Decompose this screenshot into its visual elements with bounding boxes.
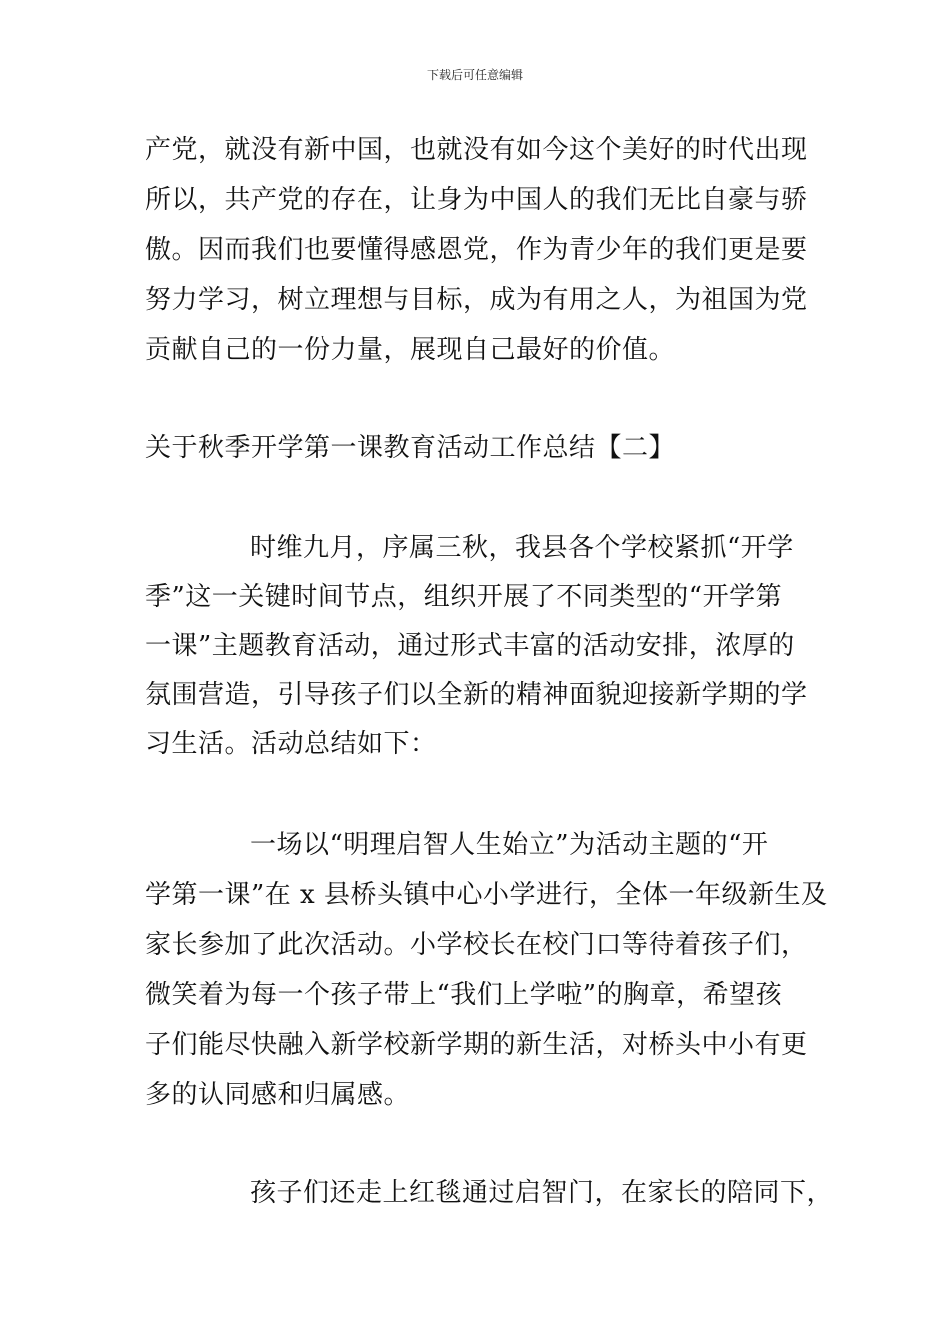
body-text-line: 习生活。活动总结如下： <box>145 729 437 759</box>
body-text-line: 一场以“明理启智人生始立”为活动主题的“开 <box>250 830 769 860</box>
body-text-line: 氛围营造，引导孩子们以全新的精神面貌迎接新学期的学 <box>145 680 808 710</box>
body-text-line: 学第一课”在 x 县桥头镇中心小学进行，全体一年级新生及 <box>145 880 828 910</box>
body-text-line: 家长参加了此次活动。小学校长在校门口等待着孩子们， <box>145 930 808 960</box>
body-text-line: 贡献自己的一份力量，展现自己最好的价值。 <box>145 335 676 365</box>
page-header: 下载后可任意编辑 <box>426 68 523 82</box>
body-text-line: 时维九月，序属三秋，我县各个学校紧抓“开学 <box>250 533 794 563</box>
section-heading: 关于秋季开学第一课教育活动工作总结【二】 <box>145 433 676 463</box>
body-text-line: 一课”主题教育活动，通过形式丰富的活动安排，浓厚的 <box>145 631 795 661</box>
body-text-line: 傲。因而我们也要懂得感恩党，作为青少年的我们更是要 <box>145 235 808 265</box>
body-text-line: 所以，共产党的存在，让身为中国人的我们无比自豪与骄 <box>145 185 808 215</box>
body-text-line: 产党，就没有新中国，也就没有如今这个美好的时代出现 <box>145 135 808 165</box>
body-text-line: 多的认同感和归属感。 <box>145 1080 411 1110</box>
body-text-line: 子们能尽快融入新学校新学期的新生活，对桥头中小有更 <box>145 1030 808 1060</box>
body-text-line: 努力学习，树立理想与目标，成为有用之人，为祖国为党 <box>145 285 808 315</box>
body-text-line: 微笑着为每一个孩子带上“我们上学啦”的胸章，希望孩 <box>145 980 783 1010</box>
body-text-line: 季”这一关键时间节点，组织开展了不同类型的“开学第 <box>145 582 783 612</box>
body-text-line: 孩子们还走上红毯通过启智门，在家长的陪同下， <box>250 1178 834 1208</box>
